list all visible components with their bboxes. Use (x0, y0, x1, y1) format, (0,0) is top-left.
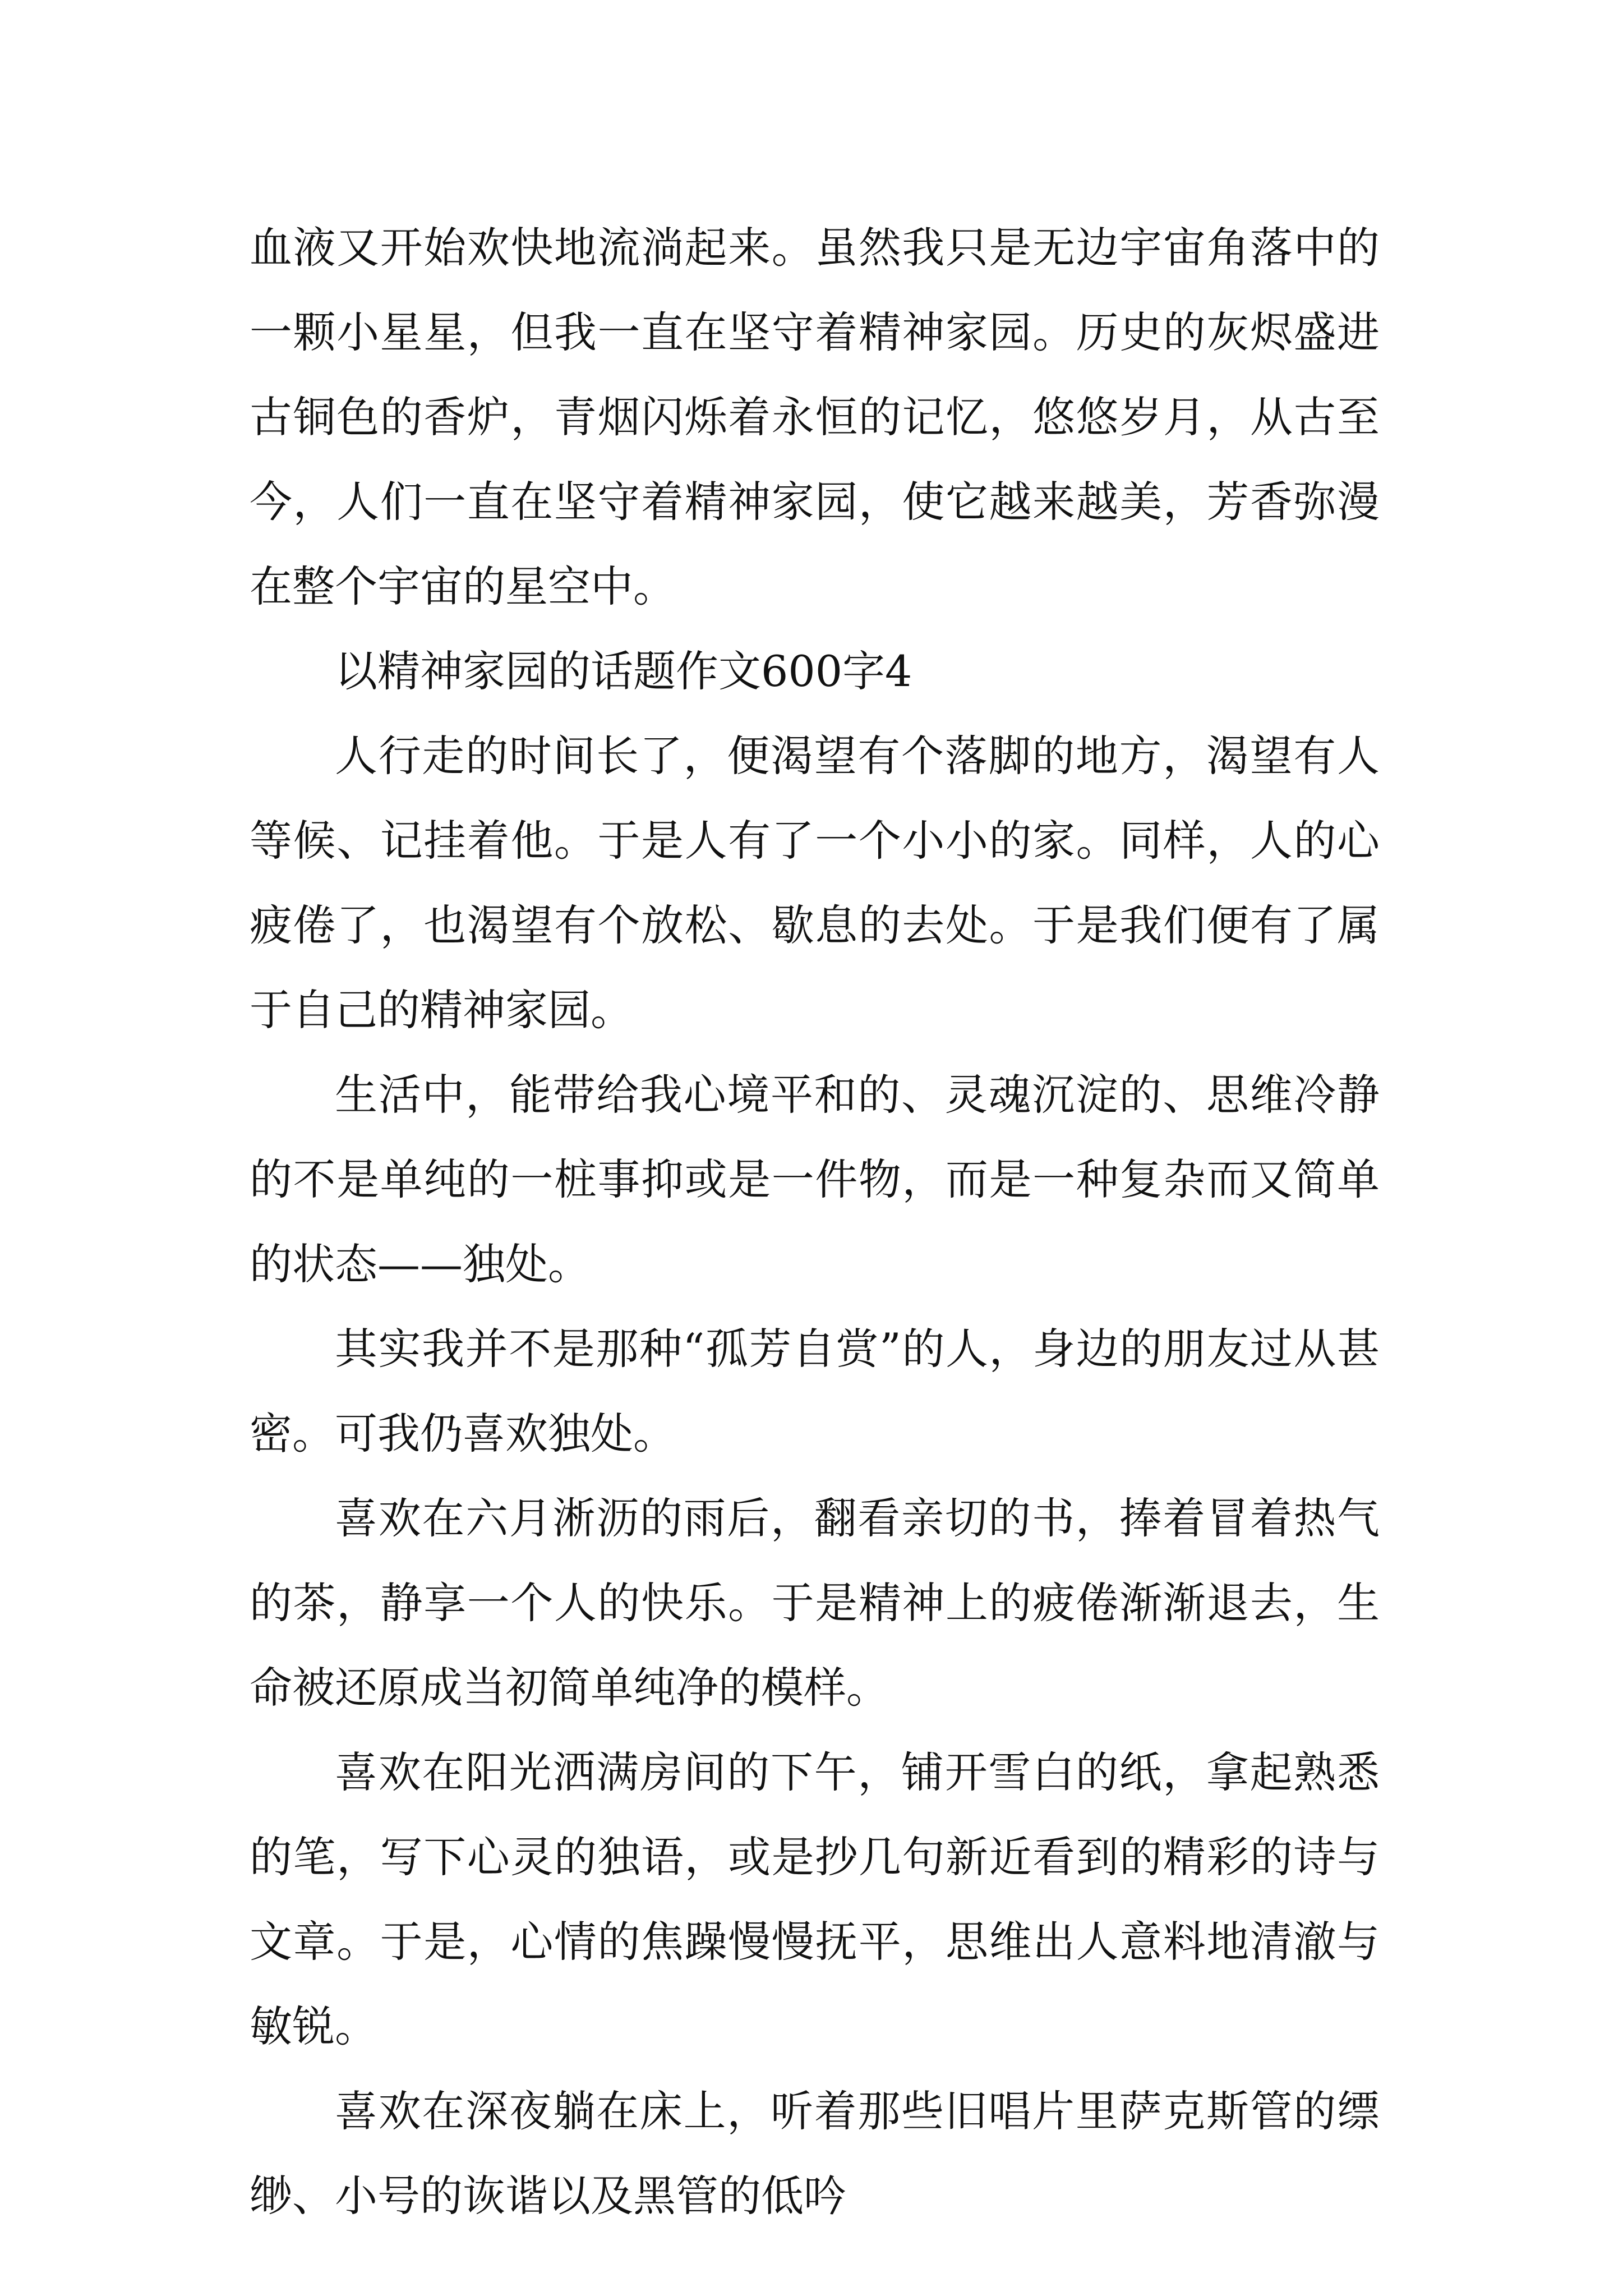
document-body (250, 205, 1380, 2238)
paragraph: 喜欢在深夜躺在床上，听着那些旧唱片里萨克斯管的缥缈、小号的诙谐以及黑管的低吟 (250, 2086, 1380, 2221)
paragraph: 人行走的时间长了，便渴望有个落脚的地方，渴望有人等候、记挂着他。于是人有了一个小小的家。同样，人的心疲倦了，也渴望有个放松、歇息的去处。于是我们便有了属于自己的精神家园。 (250, 731, 1380, 1035)
section-heading: 以精神家园的话题作文600字4 (335, 646, 912, 696)
paragraph: 生活中，能带给我心境平和的、灵魂沉淀的、思维冷静的不是单纯的一桩事抑或是一件物，而是一种复杂而又简单的状态——独处。 (250, 1070, 1380, 1289)
paragraph: 喜欢在阳光洒满房间的下午，铺开雪白的纸，拿起熟悉的笔，写下心灵的独语，或是抄几句新近看到的精彩的诗与文章。于是，心情的焦躁慢慢抚平，思维出人意料地清澈与敏锐。 (250, 1747, 1380, 2051)
paragraph: 喜欢在六月淅沥的雨后，翻看亲切的书，捧着冒着热气的茶，静享一个人的快乐。于是精神上的疲倦渐渐退去，生命被还原成当初简单纯净的模样。 (250, 1493, 1380, 1713)
paragraph-continuation: 血液又开始欢快地流淌起来。虽然我只是无边宇宙角落中的一颗小星星，但我一直在坚守着精神家园。历史的灰烬盛进古铜色的香炉，青烟闪烁着永恒的记忆，悠悠岁月，从古至今，人们一直在坚守着精神家园，使它越来越美，芳香弥漫在整个宇宙的星空中。 (250, 223, 1380, 611)
paragraph: 其实我并不是那种“孤芳自赏”的人，身边的朋友过从甚密。可我仍喜欢独处。 (250, 1324, 1380, 1458)
